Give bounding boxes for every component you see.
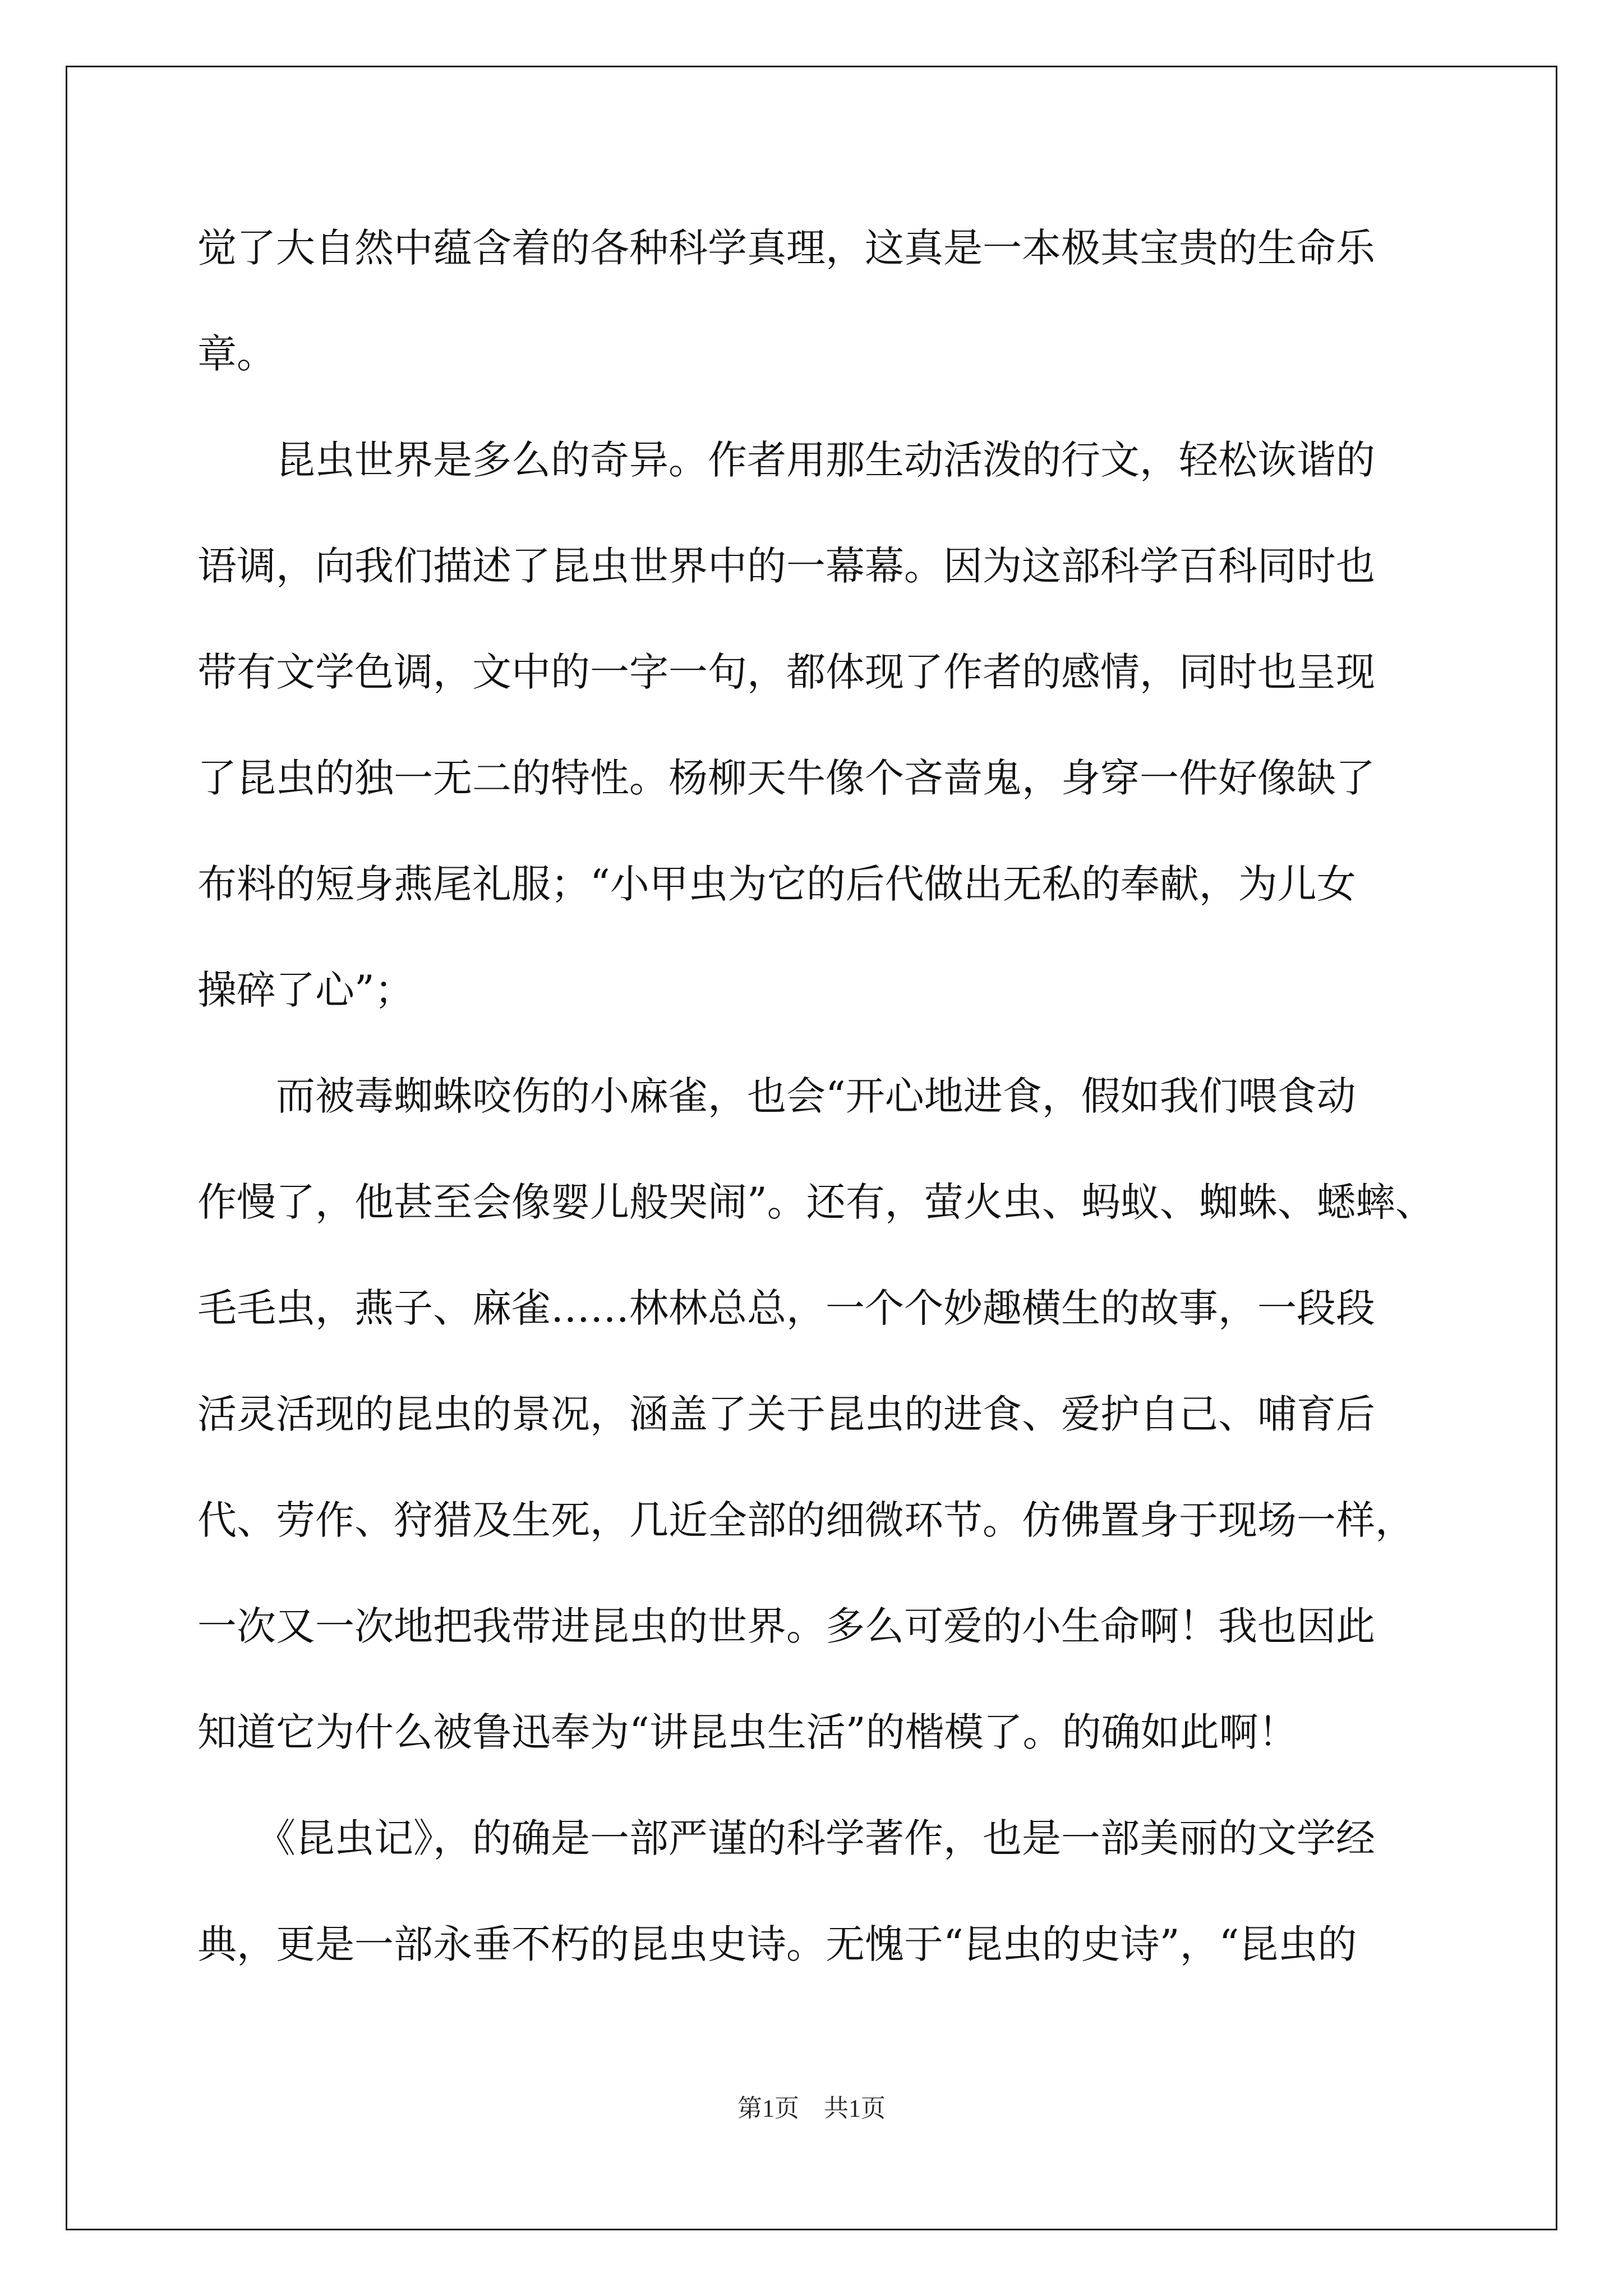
text-line: 《昆虫记》，的确是一部严谨的科学著作，也是一部美丽的文学经 [197,1815,1375,1861]
text-line: 语调，向我们描述了昆虫世界中的一幕幕。因为这部科学百科同时也 [197,543,1375,589]
text-line: 毛毛虫，燕子、麻雀……林林总总，一个个妙趣横生的故事，一段段 [197,1285,1375,1331]
text-line: 了昆虫的独一无二的特性。杨柳天牛像个吝啬鬼，身穿一件好像缺了 [197,755,1375,801]
text-line: 典，更是一部永垂不朽的昆虫史诗。无愧于“昆虫的史诗”，“昆虫的 [197,1921,1357,1967]
text-line: 代、劳作、狩猎及生死，几近全部的细微环节。仿佛置身于现场一样， [197,1497,1414,1543]
document-body [197,214,1435,2017]
text-line: 知道它为什么被鲁迅奉为“讲昆虫生活”的楷模了。的确如此啊！ [197,1709,1298,1755]
text-line: 章。 [197,331,276,377]
text-line: 带有文学色调，文中的一字一句，都体现了作者的感情，同时也呈现 [197,649,1375,695]
text-line: 觉了大自然中蕴含着的各种科学真理，这真是一本极其宝贵的生命乐 [197,225,1375,271]
text-line: 昆虫世界是多么的奇异。作者用那生动活泼的行文，轻松诙谐的 [197,437,1375,483]
text-line: 作慢了，他甚至会像婴儿般哭闹”。还有，萤火虫、蚂蚁、蜘蛛、蟋蟀、 [197,1179,1435,1225]
text-line: 而被毒蜘蛛咬伤的小麻雀，也会“开心地进食，假如我们喂食动 [197,1073,1356,1119]
text-line: 操碎了心”； [197,967,414,1013]
text-line: 一次又一次地把我带进昆虫的世界。多么可爱的小生命啊！我也因此 [197,1603,1375,1649]
page-footer: 第1页 共1页 [737,2095,886,2122]
text-line: 活灵活现的昆虫的景况，涵盖了关于昆虫的进食、爱护自己、哺育后 [197,1391,1375,1437]
text-line: 布料的短身燕尾礼服；“小甲虫为它的后代做出无私的奉献，为儿女 [197,861,1356,907]
